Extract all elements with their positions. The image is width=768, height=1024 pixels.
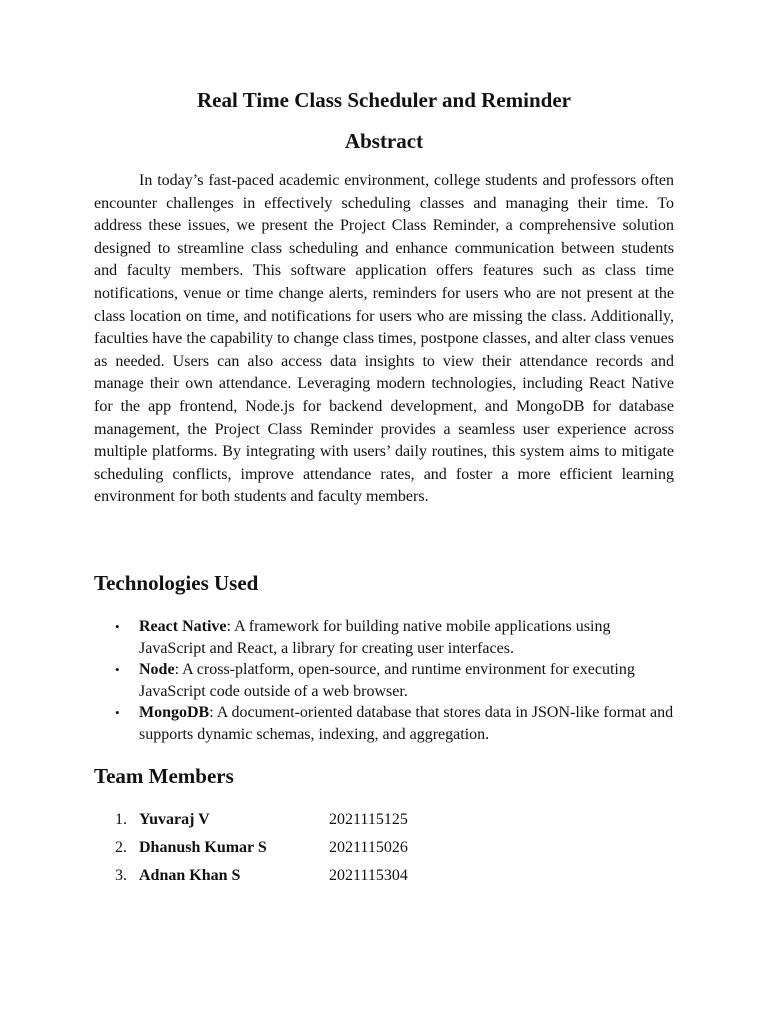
team-member-id: 2021115026: [329, 839, 408, 856]
technology-item-mongodb: [94, 702, 674, 745]
team-member-id: 2021115304: [329, 867, 408, 884]
bullet-icon: •: [115, 662, 120, 677]
document-title: Real Time Class Scheduler and Reminder: [197, 88, 571, 112]
team-member-number: 3.: [115, 867, 127, 884]
abstract-heading: Abstract: [344, 129, 424, 153]
team-member-id: 2021115125: [329, 811, 408, 828]
team-member-row: [94, 809, 514, 837]
technology-item-react-native: [94, 616, 674, 659]
team-member-number: 1.: [115, 811, 127, 828]
team-member-name: Yuvaraj V: [139, 811, 210, 828]
team-member-name: Adnan Khan S: [139, 867, 241, 884]
technology-description: : A document-oriented database that stores data in JSON-like format and supports dynamic schemas, indexing, and aggregation.: [139, 704, 674, 743]
team-member-row: [94, 865, 514, 893]
team-members-heading: Team Members: [94, 764, 234, 788]
technology-description: : A cross-platform, open-source, and runtime environment for executing JavaScript code outside of a web browser.: [139, 661, 635, 700]
technologies-list: [94, 616, 674, 745]
team-member-number: 2.: [115, 839, 127, 856]
team-member-row: [94, 837, 514, 865]
technology-name: Node: [139, 661, 175, 678]
team-members-list: [94, 809, 514, 893]
team-member-name: Dhanush Kumar S: [139, 839, 267, 856]
abstract-paragraph: In today’s fast-paced academic environment, college students and professors often encounter challenges in effectively scheduling classes and managing their time. To address these issues, we present the Project Class Reminder, a comprehensive solution designed to streamline class scheduling and enhance communication between students and faculty members. This software application offers features such as class time notifications, venue or time change alerts, reminders for users who are not present at the class location on time, and notifications for users who are missing the class. Additionally, faculties have the capability to change class times, postpone classes, and alter class venues as needed. Users can also access data insights to view their attendance records and manage their own attendance. Leveraging modern technologies, including React Native for the app frontend, Node.js for backend development, and MongoDB for database management, the Project Class Reminder provides a seamless user experience across multiple platforms. By integrating with users’ daily routines, this system aims to mitigate scheduling conflicts, improve attendance rates, and foster a more efficient learning environment for both students and faculty members.: [94, 172, 674, 506]
technology-name: React Native: [139, 618, 227, 635]
bullet-icon: •: [115, 705, 120, 720]
technology-description: : A framework for building native mobile applications using JavaScript and React, a library for creating user interfaces.: [139, 618, 611, 657]
technologies-heading: Technologies Used: [94, 571, 259, 595]
technology-item-node: [94, 659, 674, 702]
technology-name: MongoDB: [139, 704, 210, 721]
bullet-icon: •: [115, 619, 120, 634]
